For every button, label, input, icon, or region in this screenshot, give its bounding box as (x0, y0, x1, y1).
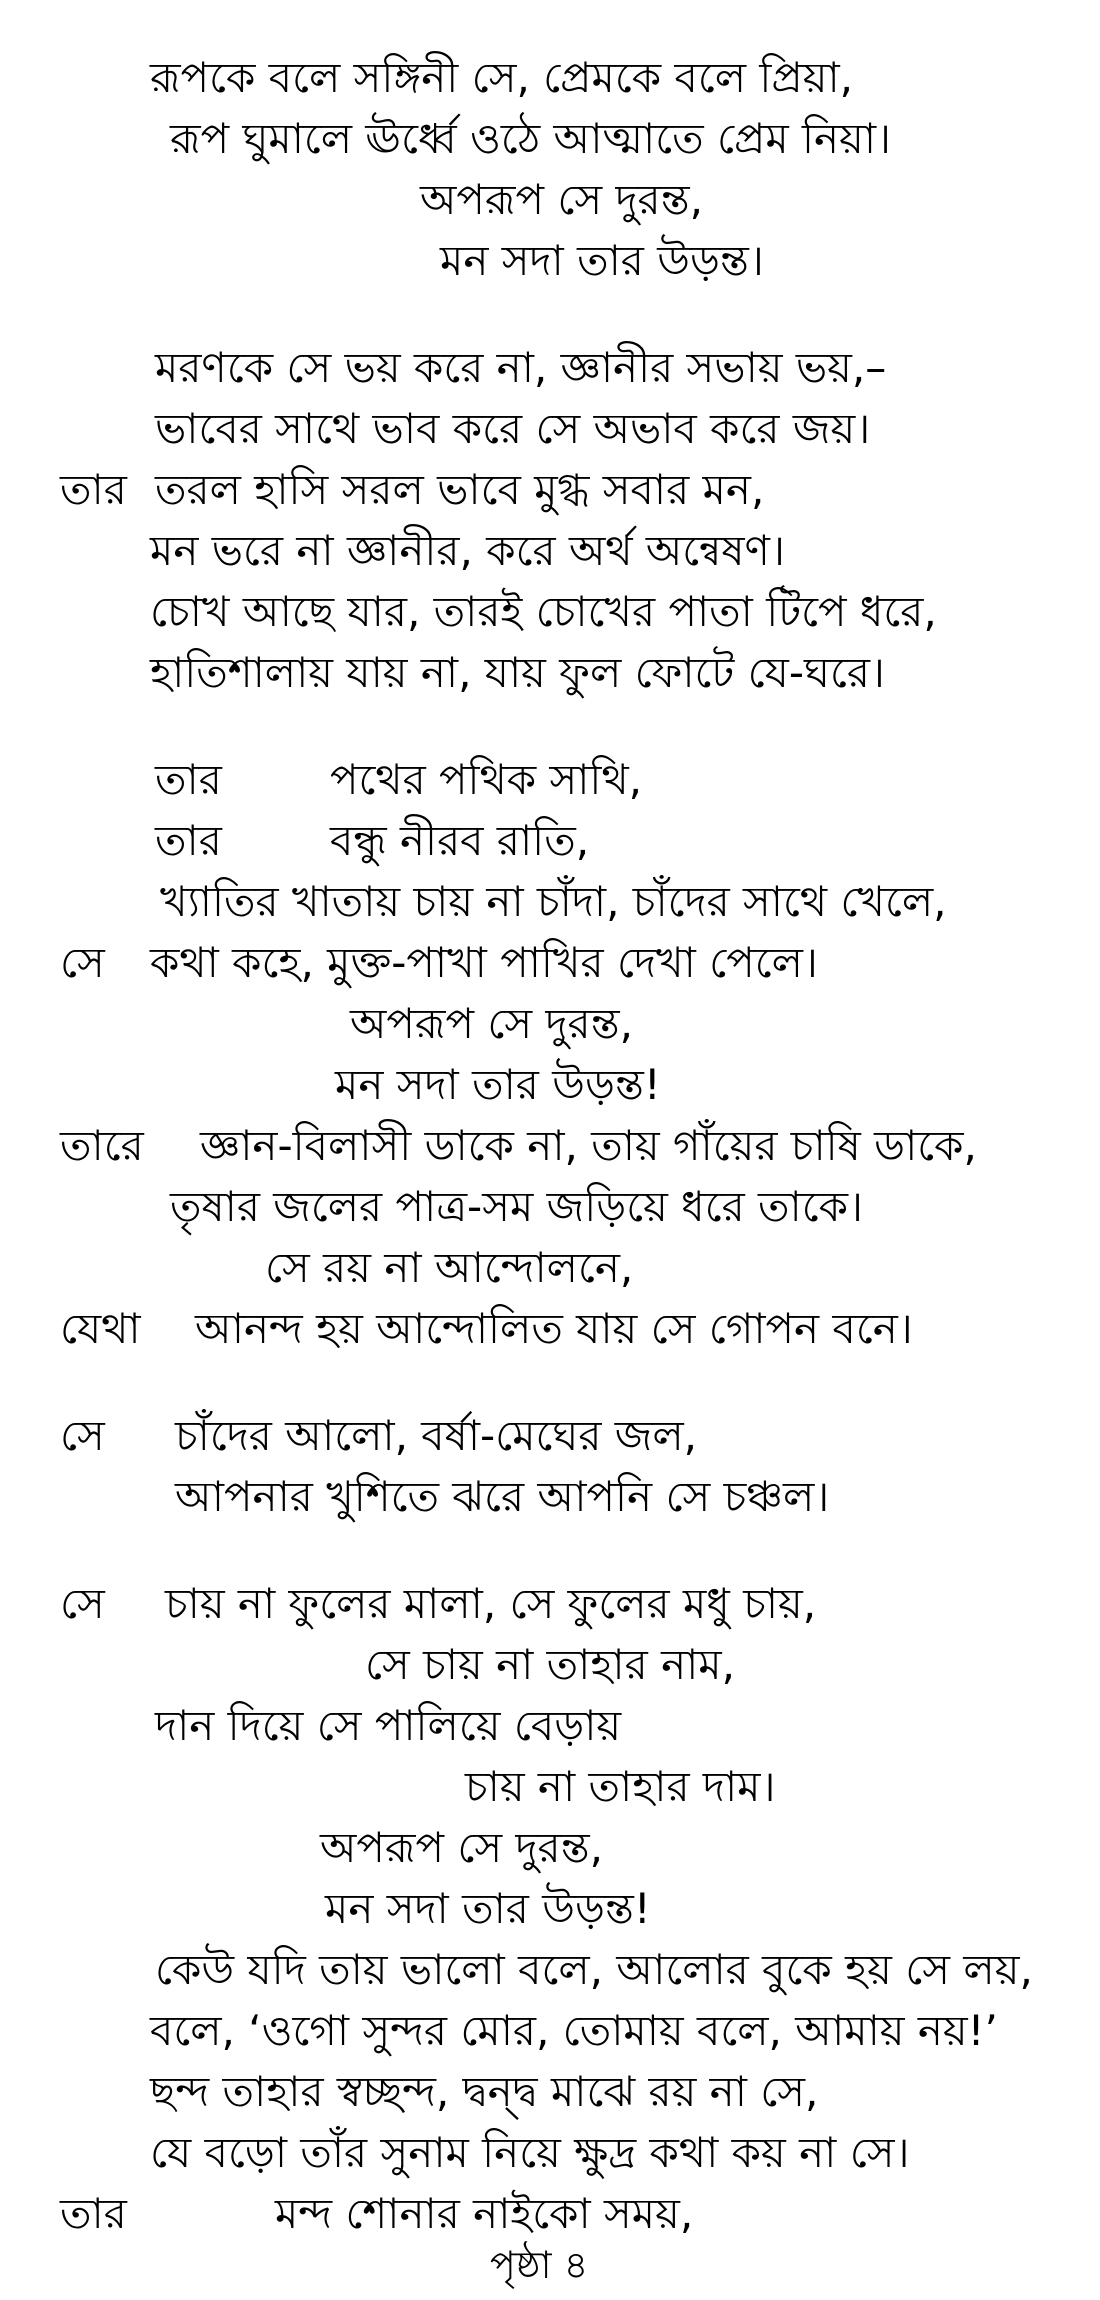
poem-line: মরণকে সে ভয় করে না, জ্ঞানীর সভায় ভয়,– (155, 343, 887, 392)
poem-line: ছন্দ তাহার স্বচ্ছন্দ, দ্বন্দ্ব মাঝে রয় না সে, (150, 2067, 819, 2116)
poem-line: যে বড়ো তাঁর সুনাম নিয়ে ক্ষুদ্র কথা কয় না সে। (150, 2128, 910, 2177)
poem-line: সে রয় না আন্দোলনে, (265, 1243, 634, 1292)
poem-line: মন্দ শোনার নাইকো সময়, (275, 2189, 694, 2238)
poem-line: চোখ আছে যার, তারই চোখের পাতা টিপে ধরে, (150, 587, 937, 636)
poem-line: তরল হাসি সরল ভাবে মুগ্ধ সবার মন, (155, 465, 765, 514)
speaker-label: তারে (60, 1121, 144, 1170)
speaker-label: সে (60, 1579, 105, 1628)
poem-line: মন সদা তার উড়ন্ত! (335, 1060, 661, 1109)
poem-line: অপরূপ সে দুরন্ত, (320, 1823, 603, 1872)
speaker-label: তার (155, 816, 222, 865)
poem-line: রূপ ঘুমালে ঊর্ধ্বে ওঠে আত্মাতে প্রেম নিয়া। (170, 114, 892, 163)
speaker-label: তার (60, 465, 127, 514)
poem-line: আনন্দ হয় আন্দোলিত যায় সে গোপন বনে। (195, 1304, 913, 1353)
poem-line: হাতিশালায় যায় না, যায় ফুল ফোটে যে-ঘরে। (150, 648, 885, 697)
poem-line: কেউ যদি তায় ভালো বলে, আলোর বুকে হয় সে লয়, (155, 1945, 1033, 1994)
poem-line: তৃষার জলের পাত্র-সম জড়িয়ে ধরে তাকে। (170, 1182, 864, 1231)
poem-line: দান দিয়ে সে পালিয়ে বেড়ায় (155, 1701, 622, 1750)
page-number: পৃষ্ঠা ৪ (490, 2243, 589, 2287)
speaker-label: সে (60, 938, 105, 987)
poem-line: বলে, ‘ওগো সুন্দর মোর, তোমায় বলে, আমায় নয়!’ (150, 2006, 998, 2055)
poem-line: অপরূপ সে দুরন্ত, (350, 999, 633, 1048)
speaker-label: সে (60, 1411, 105, 1460)
poem-line: মন ভরে না জ্ঞানীর, করে অর্থ অন্বেষণ। (150, 526, 785, 575)
poem-line: চায় না ফুলের মালা, সে ফুলের মধু চায়, (165, 1579, 817, 1628)
poem-line: আপনার খুশিতে ঝরে আপনি সে চঞ্চল। (175, 1472, 830, 1521)
poem-line: চাঁদের আলো, বর্ষা-মেঘের জল, (175, 1411, 698, 1460)
poem-line: খ্যাতির খাতায় চায় না চাঁদা, চাঁদের সাথে খেলে, (160, 877, 947, 926)
poem-line: পথের পথিক সাথি, (330, 755, 642, 804)
poem-line: কথা কহে, মুক্ত-পাখা পাখির দেখা পেলে। (150, 938, 818, 987)
speaker-label: তার (60, 2189, 127, 2238)
poem-line: সে চায় না তাহার নাম, (365, 1640, 735, 1689)
poem-line: জ্ঞান-বিলাসী ডাকে না, তায় গাঁয়ের চাষি ডাকে, (200, 1121, 977, 1170)
poem-line: বন্ধু নীরব রাতি, (330, 816, 590, 865)
poem-line: অপরূপ সে দুরন্ত, (420, 175, 703, 224)
speaker-label: তার (155, 755, 222, 804)
poem-line: মন সদা তার উড়ন্ত। (440, 236, 764, 285)
speaker-label: যেথা (60, 1304, 141, 1353)
poem-line: ভাবের সাথে ভাব করে সে অভাব করে জয়। (155, 404, 871, 453)
poem-line: রূপকে বলে সঙ্গিনী সে, প্রেমকে বলে প্রিয়া, (150, 53, 853, 102)
poem-line: চায় না তাহার দাম। (465, 1762, 776, 1811)
poem-line: মন সদা তার উড়ন্ত! (325, 1884, 651, 1933)
